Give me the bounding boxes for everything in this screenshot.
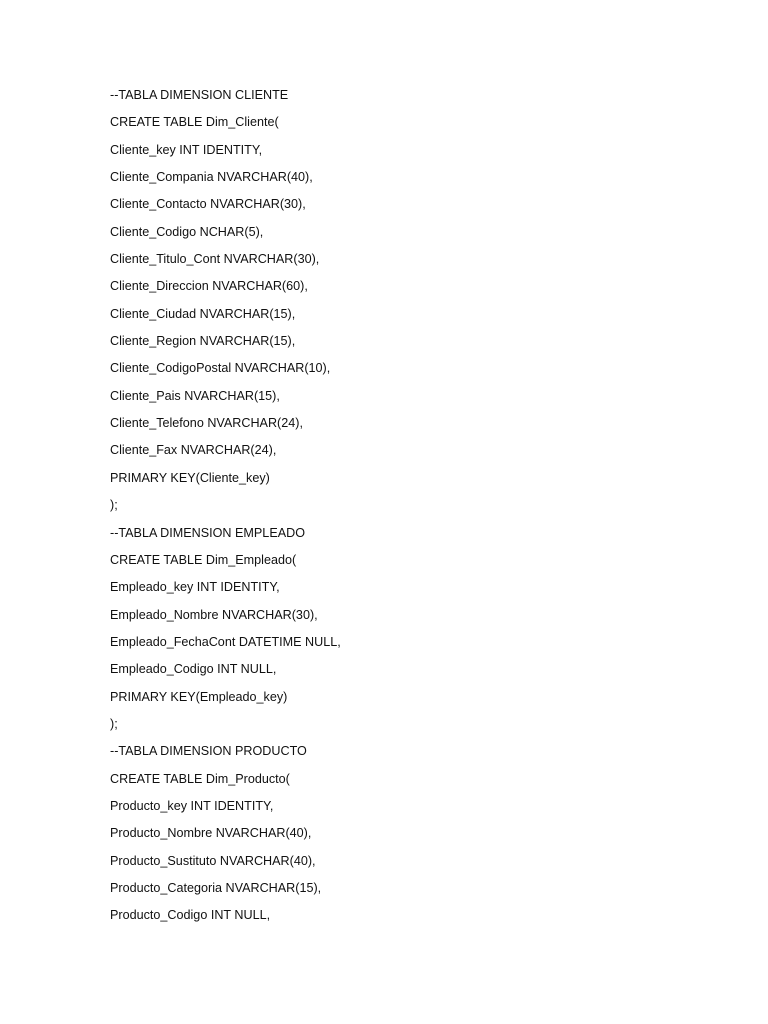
code-line: Producto_Categoria NVARCHAR(15), bbox=[110, 880, 322, 895]
code-line: CREATE TABLE Dim_Producto( bbox=[110, 771, 290, 786]
code-line: Cliente_Ciudad NVARCHAR(15), bbox=[110, 306, 296, 321]
code-line: Producto_Codigo INT NULL, bbox=[110, 908, 271, 923]
code-line: --TABLA DIMENSION EMPLEADO bbox=[110, 525, 306, 540]
code-line: ); bbox=[110, 716, 118, 731]
code-line: PRIMARY KEY(Empleado_key) bbox=[110, 689, 288, 704]
code-line: ); bbox=[110, 498, 118, 513]
code-line: --TABLA DIMENSION CLIENTE bbox=[110, 88, 289, 102]
code-line: Cliente_Telefono NVARCHAR(24), bbox=[110, 416, 303, 431]
code-line: Cliente_CodigoPostal NVARCHAR(10), bbox=[110, 361, 331, 376]
code-line: Cliente_Region NVARCHAR(15), bbox=[110, 334, 296, 349]
code-line: Cliente_Compania NVARCHAR(40), bbox=[110, 170, 313, 185]
code-line: Empleado_Nombre NVARCHAR(30), bbox=[110, 607, 318, 622]
code-line: Cliente_key INT IDENTITY, bbox=[110, 142, 263, 157]
code-line: Producto_Nombre NVARCHAR(40), bbox=[110, 826, 312, 841]
code-line: CREATE TABLE Dim_Cliente( bbox=[110, 115, 279, 130]
code-line: Producto_Sustituto NVARCHAR(40), bbox=[110, 853, 316, 868]
code-line: --TABLA DIMENSION PRODUCTO bbox=[110, 744, 307, 759]
code-line: PRIMARY KEY(Cliente_key) bbox=[110, 470, 270, 485]
code-line: CREATE TABLE Dim_Empleado( bbox=[110, 552, 297, 567]
sql-code-block bbox=[110, 85, 341, 933]
code-line: Empleado_key INT IDENTITY, bbox=[110, 580, 280, 595]
code-line: Producto_key INT IDENTITY, bbox=[110, 798, 274, 813]
code-line: Cliente_Pais NVARCHAR(15), bbox=[110, 388, 280, 403]
code-line: Cliente_Contacto NVARCHAR(30), bbox=[110, 197, 306, 212]
code-line: Empleado_Codigo INT NULL, bbox=[110, 662, 277, 677]
code-line: Cliente_Direccion NVARCHAR(60), bbox=[110, 279, 308, 294]
code-line: Cliente_Titulo_Cont NVARCHAR(30), bbox=[110, 252, 320, 267]
code-line: Cliente_Codigo NCHAR(5), bbox=[110, 224, 264, 239]
code-line: Cliente_Fax NVARCHAR(24), bbox=[110, 443, 277, 458]
code-line: Empleado_FechaCont DATETIME NULL, bbox=[110, 634, 341, 649]
